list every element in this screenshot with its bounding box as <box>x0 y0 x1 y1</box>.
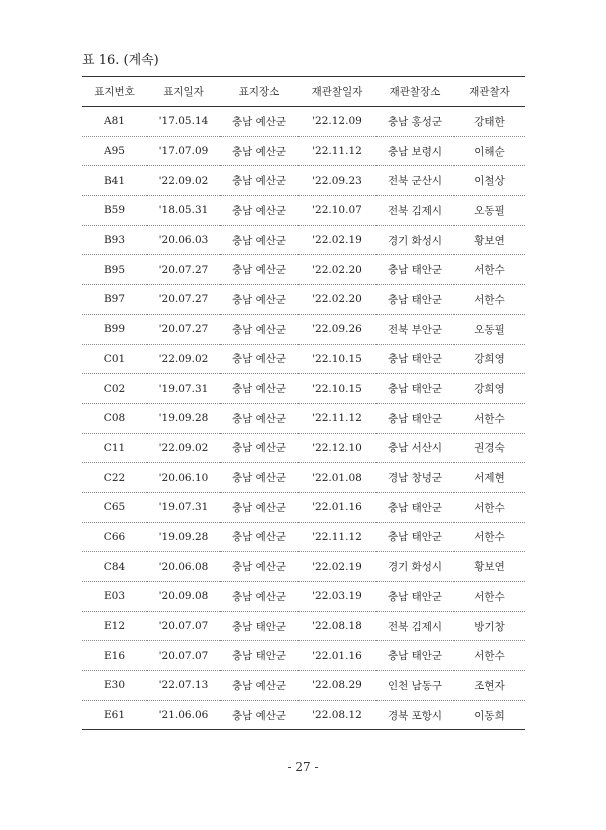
table-row <box>82 582 525 612</box>
cell-tag-number: B99 <box>103 323 126 336</box>
table-row <box>82 166 525 196</box>
cell-observer: 오동필 <box>474 204 505 217</box>
cell-tag-date: '22.09.02 <box>158 441 209 454</box>
cell-tag-location: 충남 예산군 <box>231 531 287 544</box>
header-tag-location: 표지장소 <box>238 86 280 98</box>
cell-reobservation-date: '22.01.16 <box>312 649 362 662</box>
cell-reobservation-date: '22.02.20 <box>312 263 362 276</box>
cell-reobservation-date: '22.10.15 <box>312 382 362 395</box>
cell-reobservation-date: '22.11.12 <box>312 145 362 158</box>
cell-tag-date: '22.09.02 <box>158 174 209 187</box>
cell-tag-location: 충남 예산군 <box>231 353 287 366</box>
cell-observer: 서한수 <box>474 531 505 544</box>
cell-tag-number: C22 <box>103 471 126 484</box>
cell-reobservation-location: 충남 태안군 <box>387 293 443 306</box>
cell-tag-date: '20.07.07 <box>158 620 209 633</box>
cell-reobservation-location: 경북 포항시 <box>387 709 443 722</box>
cell-tag-location: 충남 예산군 <box>231 175 287 188</box>
cell-reobservation-location: 전북 군산시 <box>387 175 443 188</box>
cell-tag-number: E61 <box>103 709 126 722</box>
header-reobservation-location: 재관찰장소 <box>389 86 441 98</box>
cell-tag-date: '20.07.27 <box>158 323 209 336</box>
cell-tag-location: 충남 예산군 <box>231 383 287 396</box>
cell-reobservation-location: 충남 태안군 <box>387 531 443 544</box>
table-row <box>82 463 525 493</box>
cell-reobservation-date: '22.02.19 <box>312 560 362 573</box>
cell-tag-location: 충남 예산군 <box>231 145 287 158</box>
cell-reobservation-location: 전북 김제시 <box>387 620 443 633</box>
cell-observer: 강희영 <box>474 383 505 396</box>
cell-observer: 권경숙 <box>474 442 505 455</box>
cell-tag-date: '20.09.08 <box>158 590 209 603</box>
cell-tag-location: 충남 예산군 <box>231 679 287 692</box>
page-number: - 27 - <box>287 760 319 774</box>
cell-observer: 이동희 <box>474 709 505 722</box>
cell-reobservation-date: '22.12.10 <box>312 441 362 454</box>
cell-tag-date: '20.06.10 <box>158 471 209 484</box>
cell-reobservation-date: '22.03.19 <box>312 590 362 603</box>
cell-tag-location: 충남 예산군 <box>231 561 287 574</box>
header-observer: 재관찰자 <box>469 86 510 98</box>
cell-tag-number: C08 <box>103 412 126 425</box>
cell-reobservation-location: 충남 홍성군 <box>387 115 443 128</box>
cell-reobservation-date: '22.11.12 <box>312 412 362 425</box>
cell-reobservation-location: 전북 김제시 <box>387 204 443 217</box>
cell-reobservation-location: 전북 부안군 <box>387 323 443 336</box>
cell-observer: 서한수 <box>474 650 505 663</box>
cell-observer: 조현자 <box>474 679 505 692</box>
cell-tag-date: '21.06.06 <box>158 709 209 722</box>
cell-observer: 서한수 <box>474 501 505 514</box>
cell-tag-date: '19.07.31 <box>158 382 209 395</box>
cell-reobservation-location: 충남 태안군 <box>387 590 443 603</box>
table-body <box>82 107 525 730</box>
cell-tag-location: 충남 예산군 <box>231 442 287 455</box>
cell-reobservation-date: '22.08.29 <box>312 679 362 692</box>
cell-observer: 이철상 <box>474 175 505 188</box>
cell-reobservation-location: 충남 태안군 <box>387 501 443 514</box>
table-row <box>82 107 525 137</box>
cell-tag-date: '20.07.27 <box>158 293 209 306</box>
cell-observer: 이해순 <box>474 145 505 158</box>
cell-reobservation-location: 충남 보령시 <box>387 145 443 158</box>
cell-tag-date: '18.05.31 <box>158 204 209 217</box>
cell-observer: 서제현 <box>474 472 505 485</box>
cell-tag-date: '20.06.08 <box>158 560 209 573</box>
cell-reobservation-date: '22.02.20 <box>312 293 362 306</box>
cell-reobservation-location: 충남 태안군 <box>387 264 443 277</box>
cell-reobservation-date: '22.10.07 <box>312 204 362 217</box>
cell-tag-location: 충남 예산군 <box>231 472 287 485</box>
table-row <box>82 611 525 641</box>
cell-reobservation-location: 인천 남동구 <box>387 679 443 692</box>
cell-tag-location: 충남 태안군 <box>231 620 287 633</box>
cell-tag-date: '20.07.07 <box>158 649 209 662</box>
cell-observer: 황보연 <box>474 234 505 247</box>
cell-reobservation-date: '22.01.08 <box>312 471 362 484</box>
cell-reobservation-date: '22.08.12 <box>312 709 362 722</box>
table-row <box>82 225 525 255</box>
cell-reobservation-location: 충남 태안군 <box>387 353 443 366</box>
table-row <box>82 492 525 522</box>
cell-tag-number: E03 <box>103 590 126 603</box>
table-row <box>82 136 525 166</box>
table-row <box>82 196 525 226</box>
cell-tag-location: 충남 예산군 <box>231 501 287 514</box>
cell-tag-date: '20.07.27 <box>158 263 209 276</box>
cell-tag-number: B41 <box>103 174 126 187</box>
cell-observer: 오동필 <box>474 323 505 336</box>
cell-tag-number: C65 <box>103 501 126 514</box>
cell-reobservation-date: '22.08.18 <box>312 620 362 633</box>
cell-tag-number: B95 <box>103 263 126 276</box>
cell-tag-location: 충남 예산군 <box>231 709 287 722</box>
cell-reobservation-location: 충남 태안군 <box>387 650 443 663</box>
table-row <box>82 255 525 285</box>
table-row <box>82 671 525 701</box>
table-row <box>82 285 525 315</box>
cell-tag-number: E16 <box>103 649 126 662</box>
cell-tag-number: B97 <box>103 293 126 306</box>
cell-tag-date: '20.06.03 <box>158 234 209 247</box>
cell-reobservation-location: 경기 화성시 <box>387 561 443 574</box>
cell-tag-location: 충남 예산군 <box>231 115 287 128</box>
cell-tag-number: C11 <box>103 441 126 454</box>
cell-tag-location: 충남 태안군 <box>231 650 287 663</box>
cell-tag-date: '17.05.14 <box>158 115 209 128</box>
cell-tag-location: 충남 예산군 <box>231 323 287 336</box>
header-tag-number: 표지번호 <box>94 86 135 98</box>
banding-record-table <box>82 76 525 730</box>
table-row <box>82 641 525 671</box>
cell-observer: 서한수 <box>474 264 505 277</box>
cell-tag-date: '17.07.09 <box>158 145 209 158</box>
table-row <box>82 403 525 433</box>
cell-reobservation-date: '22.11.12 <box>312 530 362 543</box>
cell-tag-date: '22.09.02 <box>158 352 209 365</box>
table-header-row <box>82 77 525 107</box>
cell-reobservation-location: 경남 창녕군 <box>387 472 443 485</box>
table-row <box>82 374 525 404</box>
cell-tag-date: '19.09.28 <box>158 530 209 543</box>
cell-observer: 강희영 <box>474 353 505 366</box>
cell-reobservation-date: '22.09.26 <box>312 323 362 336</box>
header-reobservation-date: 재관찰일자 <box>311 86 363 98</box>
cell-tag-location: 충남 예산군 <box>231 590 287 603</box>
cell-tag-number: C84 <box>103 560 126 573</box>
cell-observer: 서한수 <box>474 590 505 603</box>
cell-observer: 서한수 <box>474 412 505 425</box>
cell-reobservation-date: '22.12.09 <box>312 115 362 128</box>
cell-tag-location: 충남 예산군 <box>231 234 287 247</box>
cell-tag-number: A81 <box>104 115 125 128</box>
cell-tag-number: C66 <box>103 530 126 543</box>
cell-reobservation-location: 충남 태안군 <box>387 383 443 396</box>
cell-observer: 방기창 <box>474 620 505 633</box>
table-row <box>82 344 525 374</box>
cell-reobservation-location: 경기 화성시 <box>387 234 443 247</box>
cell-tag-location: 충남 예산군 <box>231 264 287 277</box>
cell-reobservation-location: 충남 태안군 <box>387 412 443 425</box>
cell-tag-number: E30 <box>103 679 126 692</box>
cell-tag-location: 충남 예산군 <box>231 412 287 425</box>
table-caption: 표 16. (계속) <box>82 53 159 68</box>
cell-tag-date: '19.09.28 <box>158 412 209 425</box>
table-row <box>82 552 525 582</box>
cell-tag-date: '22.07.13 <box>158 679 209 692</box>
cell-tag-number: C02 <box>103 382 126 395</box>
cell-tag-number: C01 <box>103 352 126 365</box>
cell-tag-location: 충남 예산군 <box>231 204 287 217</box>
table-row <box>82 314 525 344</box>
cell-tag-number: B93 <box>103 234 126 247</box>
cell-reobservation-location: 충남 서산시 <box>387 442 443 455</box>
table-row <box>82 522 525 552</box>
cell-tag-location: 충남 예산군 <box>231 293 287 306</box>
table-row <box>82 700 525 730</box>
cell-reobservation-date: '22.09.23 <box>312 174 362 187</box>
cell-observer: 황보연 <box>474 561 505 574</box>
cell-tag-date: '19.07.31 <box>158 501 209 514</box>
header-tag-date: 표지일자 <box>163 86 204 98</box>
cell-reobservation-date: '22.10.15 <box>312 352 362 365</box>
cell-observer: 강태한 <box>474 115 505 128</box>
cell-observer: 서한수 <box>474 293 505 306</box>
cell-reobservation-date: '22.01.16 <box>312 501 362 514</box>
cell-reobservation-date: '22.02.19 <box>312 234 362 247</box>
table-row <box>82 433 525 463</box>
cell-tag-number: E12 <box>103 620 126 633</box>
cell-tag-number: B59 <box>103 204 126 217</box>
cell-tag-number: A95 <box>104 145 125 158</box>
